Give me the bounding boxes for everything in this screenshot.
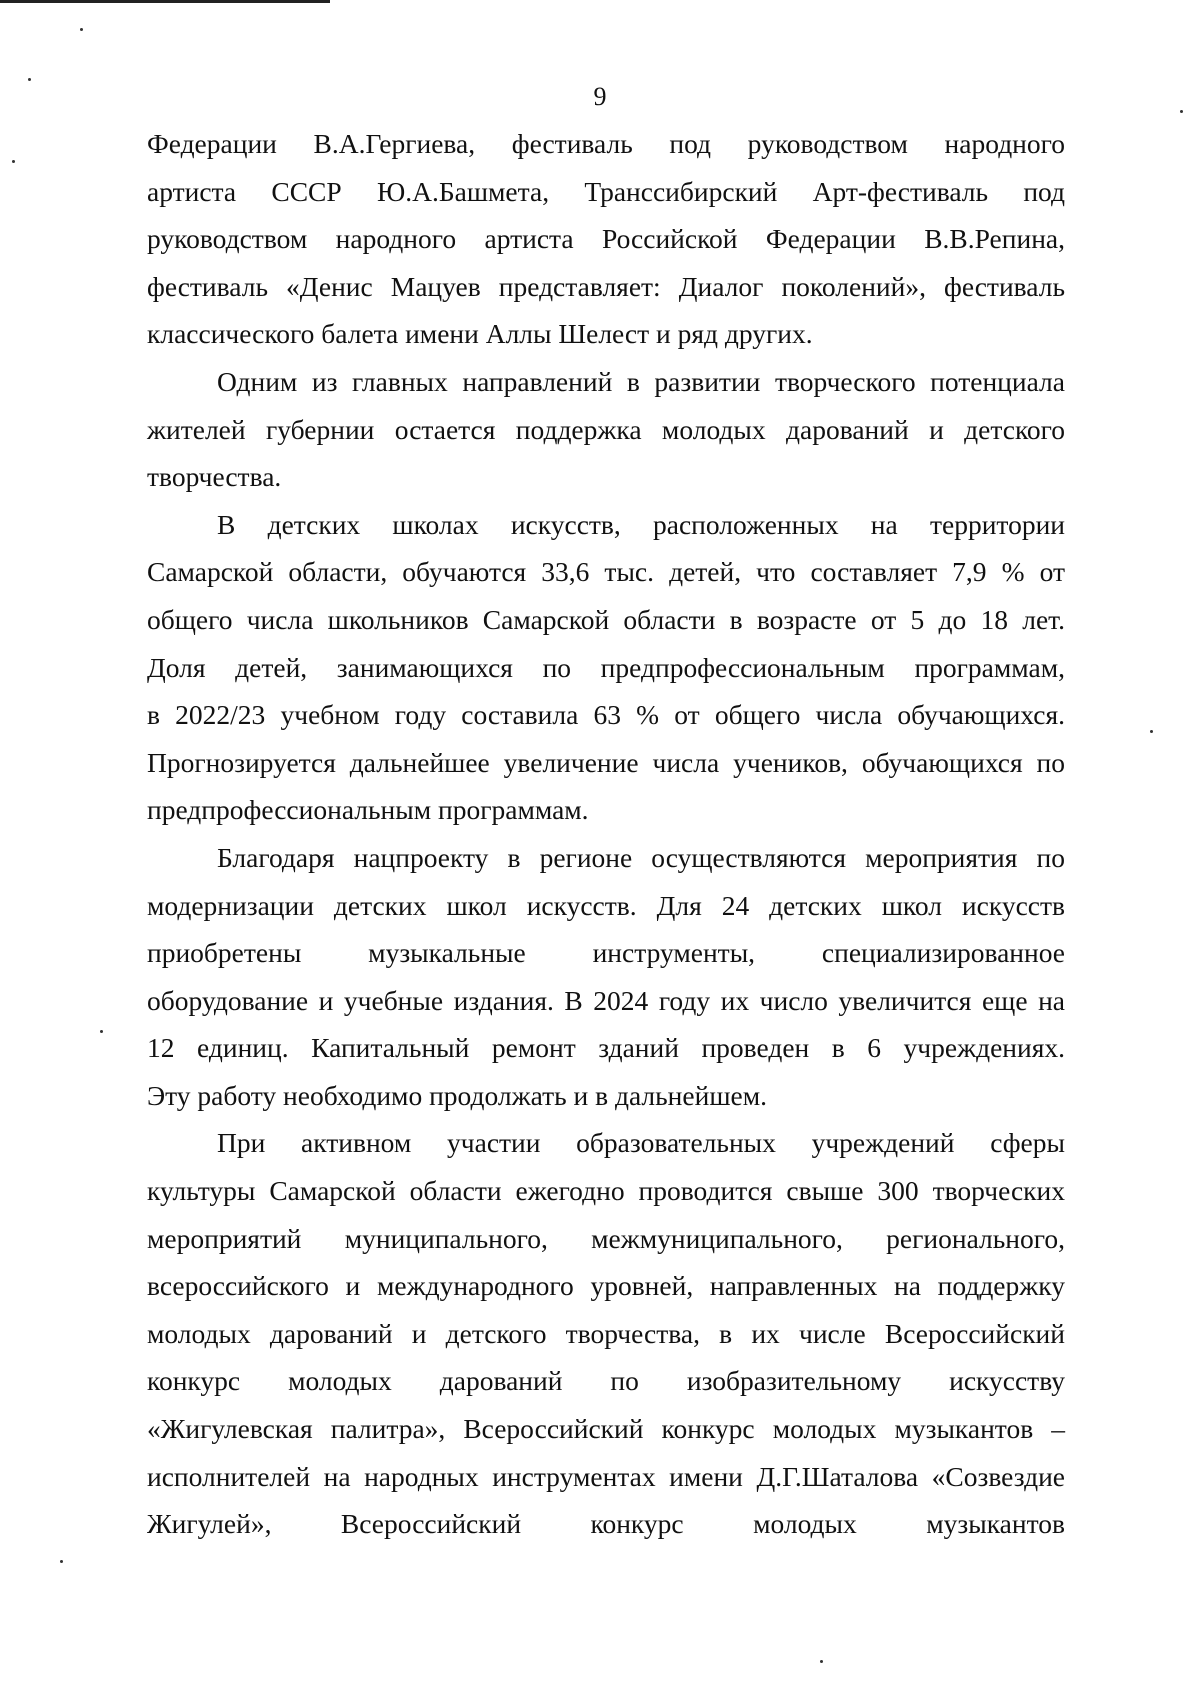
text-line: «Жигулевская палитра», Всероссийский конкурс молодых музыкантов – (147, 1413, 1065, 1445)
text-line: всероссийского и международного уровней, направленных на поддержку (147, 1270, 1065, 1302)
text-line: предпрофессиональным программам. (147, 794, 589, 826)
paragraph-1 (147, 120, 1065, 358)
text-line: Эту работу необходимо продолжать и в дальнейшем. (147, 1079, 767, 1111)
text-line: Доля детей, занимающихся по предпрофессиональным программам, (147, 651, 1065, 683)
text-line: мероприятий муниципального, межмуниципального, регионального, (147, 1222, 1065, 1254)
text-line: приобретены музыкальные инструменты, специализированное (147, 937, 1065, 969)
text-line: Жигулей», Всероссийский конкурс молодых музыкантов (147, 1508, 1065, 1540)
text-line: 12 единиц. Капитальный ремонт зданий проведен в 6 учреждениях. (147, 1032, 1065, 1064)
paragraph-3 (147, 501, 1065, 834)
paragraph-2 (147, 358, 1065, 501)
text-line: Благодаря нацпроекту в регионе осуществляются мероприятия по (217, 841, 1065, 873)
text-line: Одним из главных направлений в развитии творческого потенциала (217, 365, 1065, 397)
scan-dot (820, 1660, 823, 1663)
text-line: молодых дарований и детского творчества, в их числе Всероссийский (147, 1317, 1065, 1349)
text-line: Федерации В.А.Гергиева, фестиваль под руководством народного (147, 128, 1065, 159)
text-line: Самарской области, обучаются 33,6 тыс. детей, что составляет 7,9 % от (147, 556, 1065, 588)
text-line: В детских школах искусств, расположенных на территории (217, 508, 1065, 540)
scan-dot (12, 160, 15, 163)
scan-dot (80, 28, 83, 31)
scan-dot (100, 1030, 103, 1033)
text-line: При активном участии образовательных учреждений сферы (217, 1127, 1065, 1159)
text-line: творчества. (147, 461, 282, 493)
text-line: жителей губернии остается поддержка молодых дарований и детского (147, 413, 1065, 445)
paragraph-5 (147, 1119, 1065, 1547)
text-line: культуры Самарской области ежегодно проводится свыше 300 творческих (147, 1175, 1065, 1207)
text-line: общего числа школьников Самарской области в возрасте от 5 до 18 лет. (147, 603, 1065, 635)
text-line: фестиваль «Денис Мацуев представляет: Диалог поколений», фестиваль (147, 270, 1065, 302)
text-line: руководством народного артиста Российской Федерации В.В.Репина, (147, 223, 1065, 255)
page-number: 9 (593, 82, 607, 111)
scan-dot (60, 1560, 63, 1563)
text-line: Прогнозируется дальнейшее увеличение числа учеников, обучающихся по (147, 746, 1065, 778)
text-line: модернизации детских школ искусств. Для 24 детских школ искусств (147, 889, 1065, 921)
text-line: исполнителей на народных инструментах имени Д.Г.Шаталова «Созвездие (147, 1460, 1065, 1492)
paragraph-4 (147, 834, 1065, 1120)
document-body (147, 120, 1065, 1548)
scan-dot (1150, 730, 1153, 733)
text-line: конкурс молодых дарований по изобразительному искусству (147, 1365, 1065, 1397)
text-line: оборудование и учебные издания. В 2024 году их число увеличится еще на (147, 984, 1065, 1016)
text-line: классического балета имени Аллы Шелест и ряд других. (147, 318, 813, 350)
text-line: в 2022/23 учебном году составила 63 % от общего числа обучающихся. (147, 699, 1065, 731)
text-line: артиста СССР Ю.А.Башмета, Транссибирский Арт-фестиваль под (147, 175, 1065, 207)
scan-mark-top (0, 0, 330, 3)
